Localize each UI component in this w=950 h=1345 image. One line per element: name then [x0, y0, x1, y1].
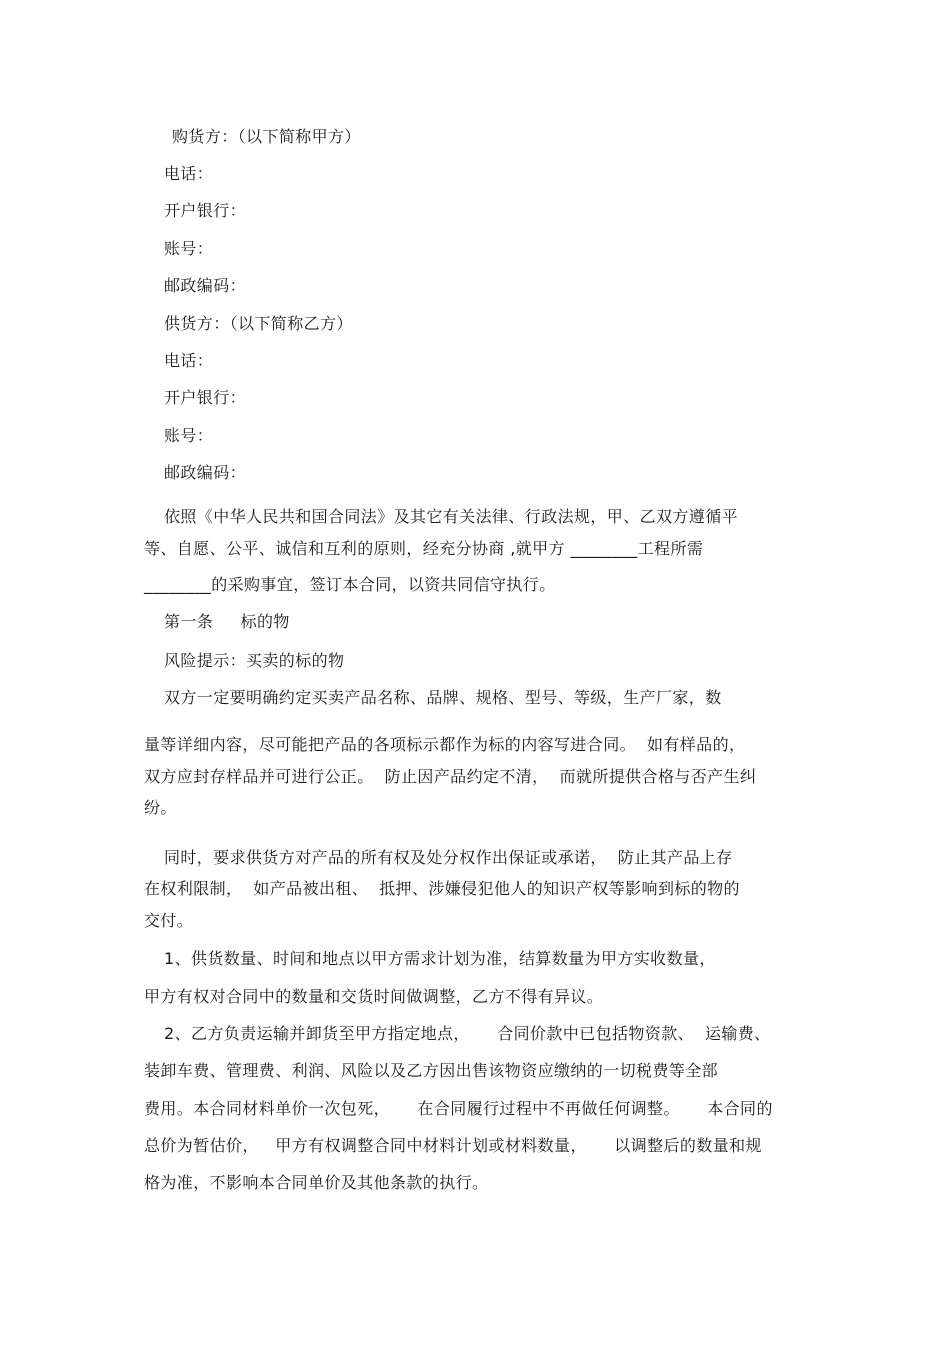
- buyer-postcode-label: 邮政编码：: [164, 276, 247, 295]
- warranty-paragraph-line: 交付。: [144, 911, 194, 930]
- clause-2-line: 2、乙方负责运输并卸货至甲方指定地点， 合同价款中已包括物资款、 运输费、: [164, 1024, 771, 1043]
- supplier-account-label: 账号：: [164, 426, 214, 445]
- buyer-account-label: 账号：: [164, 239, 214, 258]
- warranty-paragraph-line: 同时，要求供货方对产品的所有权及处分权作出保证或承诺， 防止其产品上存: [164, 848, 733, 867]
- clause-2-line: 总价为暂估价， 甲方有权调整合同中材料计划或材料数量， 以调整后的数量和规: [144, 1136, 762, 1155]
- clause-2-line: 格为准，不影响本合同单价及其他条款的执行。: [144, 1173, 489, 1192]
- risk-tip-title: 风险提示：买卖的标的物: [164, 651, 345, 670]
- preamble-line: ________的采购事宜，签订本合同，以资共同信守执行。: [144, 575, 556, 594]
- risk-paragraph-line: 双方应封存样品并可进行公正。 防止因产品约定不清， 而就所提供合格与否产生纠: [144, 767, 757, 786]
- clause-2-line: 装卸车费、管理费、利润、风险以及乙方因出售该物资应缴纳的一切税费等全部: [144, 1061, 719, 1080]
- buyer-phone-label: 电话：: [164, 164, 214, 183]
- supplier-bank-label: 开户银行：: [164, 388, 247, 407]
- supplier-postcode-label: 邮政编码：: [164, 463, 247, 482]
- buyer-bank-label: 开户银行：: [164, 201, 247, 220]
- supplier-heading: 供货方：（以下简称乙方）: [164, 314, 353, 333]
- clause-2-line: 费用。本合同材料单价一次包死， 在合同履行过程中不再做任何调整。 本合同的: [144, 1099, 773, 1118]
- risk-paragraph-line: 纷。: [144, 798, 177, 817]
- clause-1-line: 甲方有权对合同中的数量和交货时间做调整，乙方不得有异议。: [144, 987, 604, 1006]
- risk-paragraph-line: 量等详细内容，尽可能把产品的各项标示都作为标的内容写进合同。 如有样品的，: [144, 735, 746, 754]
- article-title: 第一条 标的物: [164, 612, 290, 631]
- supplier-phone-label: 电话：: [164, 351, 214, 370]
- risk-paragraph-line: 双方一定要明确约定买卖产品名称、品牌、规格、型号、等级，生产厂家，数: [164, 688, 722, 707]
- warranty-paragraph-line: 在权利限制， 如产品被出租、 抵押、涉嫌侵犯他人的知识产权等影响到标的物的: [144, 879, 740, 898]
- preamble-line: 依照《中华人民共和国合同法》及其它有关法律、行政法规，甲、乙双方遵循平: [164, 507, 739, 526]
- preamble-line: 等、自愿、公平、诚信和互利的原则，经充分协商 ,就甲方 ________工程所需: [144, 539, 704, 558]
- clause-1-line: 1、供货数量、时间和地点以甲方需求计划为准，结算数量为甲方实收数量，: [164, 949, 716, 968]
- buyer-heading: 购货方：（以下简称甲方）: [172, 127, 361, 146]
